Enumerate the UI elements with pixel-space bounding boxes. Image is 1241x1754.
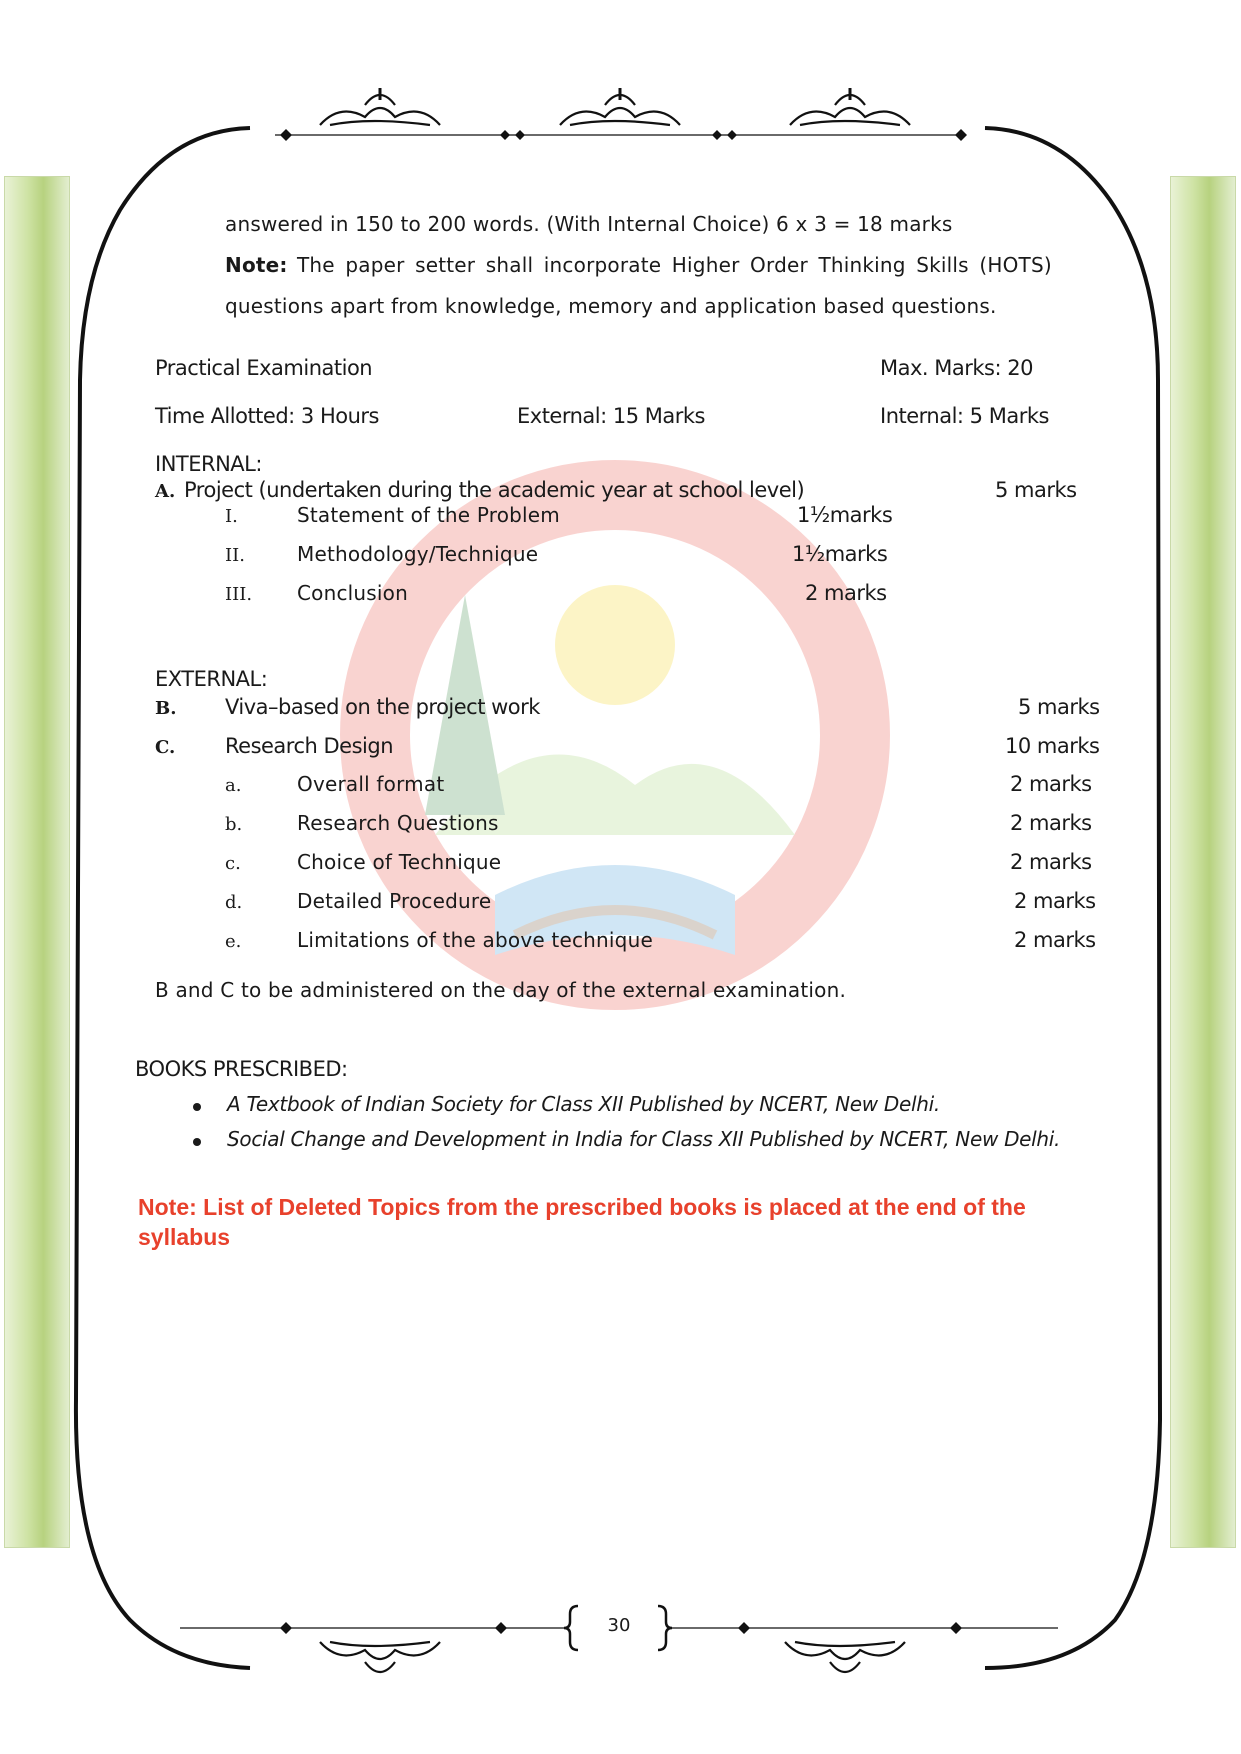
book-item: Social Change and Development in India for Class XII Published by NCERT, New Delhi.	[227, 1127, 1061, 1151]
max-marks: Max. Marks: 20	[880, 356, 1033, 380]
research-design-marks: 10 marks	[1005, 734, 1100, 758]
project-title: Project (undertaken during the academic year at school level)	[184, 478, 805, 502]
subitem-num: e.	[225, 931, 242, 952]
viva-marks: 5 marks	[1018, 695, 1100, 719]
subitem-marks: 2 marks	[1010, 772, 1092, 796]
subitem-text: Research Questions	[297, 811, 499, 835]
subitem-num: b.	[225, 814, 243, 835]
subitem-text: Limitations of the above technique	[297, 928, 653, 952]
item-a-label: A.	[155, 481, 176, 502]
subitem-marks: 1½marks	[792, 542, 888, 566]
subitem-num: III.	[225, 584, 253, 605]
research-design-title: Research Design	[225, 734, 394, 758]
subitem-num: II.	[225, 545, 245, 566]
external-heading: EXTERNAL:	[155, 667, 268, 691]
book-item: A Textbook of Indian Society for Class XII Published by NCERT, New Delhi.	[227, 1092, 940, 1116]
bullet-icon	[193, 1138, 201, 1146]
subitem-text: Statement of the Problem	[297, 503, 560, 527]
subitem-text: Overall format	[297, 772, 445, 796]
item-b-label: B.	[155, 698, 177, 719]
project-marks: 5 marks	[995, 478, 1077, 502]
subitem-marks: 2 marks	[1014, 928, 1096, 952]
external-footnote: B and C to be administered on the day of the external examination.	[155, 978, 847, 1002]
subitem-text: Methodology/Technique	[297, 542, 539, 566]
time-allotted: Time Allotted: 3 Hours	[155, 404, 379, 428]
hots-note-line1: The paper setter shall incorporate Higher Order Thinking Skills (HOTS)	[297, 253, 1052, 277]
subitem-num: a.	[225, 775, 242, 796]
note-label: Note:	[225, 253, 288, 277]
subitem-num: I.	[225, 506, 238, 527]
item-c-label: C.	[155, 737, 176, 758]
internal-marks: Internal: 5 Marks	[880, 404, 1049, 428]
subitem-num: d.	[225, 892, 243, 913]
hots-note-line2: questions apart from knowledge, memory and application based questions.	[225, 294, 997, 318]
subitem-text: Detailed Procedure	[297, 889, 492, 913]
internal-heading: INTERNAL:	[155, 452, 262, 476]
subitem-marks: 2 marks	[1014, 889, 1096, 913]
answer-length-line: answered in 150 to 200 words. (With Internal Choice) 6 x 3 = 18 marks	[225, 212, 953, 236]
subitem-marks: 1½marks	[797, 503, 893, 527]
practical-title: Practical Examination	[155, 356, 373, 380]
deleted-topics-note-line2: syllabus	[138, 1224, 231, 1250]
subitem-text: Conclusion	[297, 581, 408, 605]
books-heading: BOOKS PRESCRIBED:	[135, 1057, 348, 1081]
subitem-text: Choice of Technique	[297, 850, 502, 874]
page-number: 30	[607, 1615, 631, 1636]
subitem-num: c.	[225, 853, 241, 874]
subitem-marks: 2 marks	[1010, 811, 1092, 835]
viva-title: Viva–based on the project work	[225, 695, 540, 719]
subitem-marks: 2 marks	[1010, 850, 1092, 874]
external-marks: External: 15 Marks	[517, 404, 705, 428]
deleted-topics-note-line1: Note: List of Deleted Topics from the prescribed books is placed at the end of the	[138, 1194, 1026, 1220]
subitem-marks: 2 marks	[805, 581, 887, 605]
bullet-icon	[193, 1103, 201, 1111]
